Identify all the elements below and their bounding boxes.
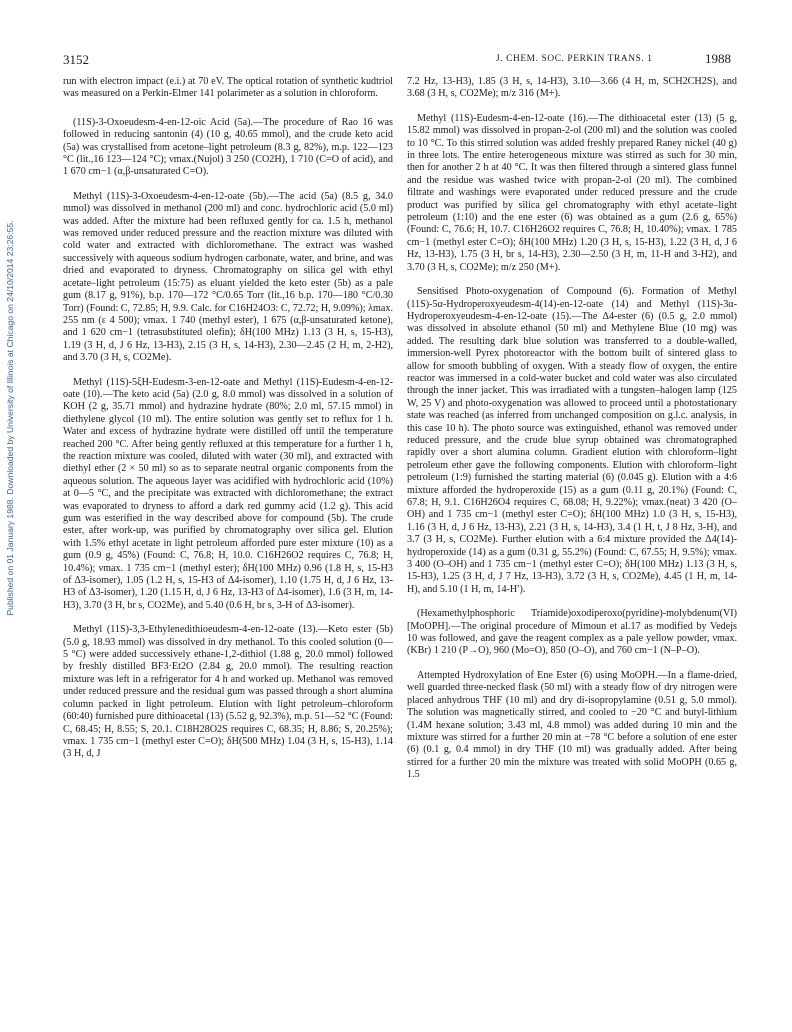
journal-title: J. CHEM. SOC. PERKIN TRANS. 1: [496, 54, 653, 64]
download-watermark-text: Published on 01 January 1988. Downloaded by University of Illinois at Chicago on 24/10/2014 23:26:55.: [5, 220, 15, 616]
paragraph: (11S)-3-Oxoeudesm-4-en-12-oic Acid (5a).—The procedure of Rao 16 was followed in reducing santonin (4) (10 g, 40.65 mmol), and the crude keto acid (5a) was crystallised from acetone–light petroleum (8.3 g, 82%), m.p. 122—123 °C (lit.,16 123—124 °C); νmax.(Nujol) 3 250 (CO2H), 1 710 (C=O of acid), and 1 670 cm−1 (α,β-unsaturated C=O).: [63, 116, 393, 178]
download-watermark: [4, 198, 16, 638]
paragraph: Attempted Hydroxylation of Ene Ester (6) using MoOPH.—In a flame-dried, well guarded three-necked flask (50 ml) with a steady flow of dry nitrogen were placed anhydrous THF (10 ml) and dry di-isopropylamine (0.51 g, 5.0 mmol). The solution was magnetically stirred, and cooled to −20 °C and butyl-lithium (1.4M hexane solution; 3.43 ml, 4.8 mmol) was added during 10 min and the mixture was stirred for a further 20 min at −78 °C before a solution of ene ester (6) (0.1 g, 0.4 mmol) in dry THF (10 ml) was gradually added. After being stirred for a further 20 min the mixture was treated with solid MoOPH (0.65 g, 1.5: [407, 669, 737, 781]
paragraph: Methyl (11S)-3,3-Ethylenedithioeudesm-4-en-12-oate (13).—Keto ester (5b) (5.0 g, 18.93 mmol) was dissolved in dry methanol. To this cooled solution (0—5 °C) were added successively ethane-1,2-dithiol (1.88 g, 20.0 mmol) followed by freshly distilled BF3·Et2O (2.84 g, 20.0 mmol). The resulting reaction mixture was left in a refrigerator for 4 h and worked up. Methanol was removed under reduced pressure and the residual gum was passed through a short alumina column packed in light petroleum. Elution with light petroleum–chloroform (60:40) furnished pure dithioacetal (13) (5.52 g, 92.3%), m.p. 51—52 °C (Found: C, 68.45; H, 8.55; S, 20.1. C18H28O2S requires C, 68.35; H, 8.86; S, 20.25%); νmax. 1 735 cm−1 (methyl ester C=O); δH(500 MHz) 1.04 (3 H, s, 15-H3), 1.14 (3 H, d, J: [63, 624, 393, 760]
paragraph: Sensitised Photo-oxygenation of Compound (6). Formation of Methyl (11S)-5α-Hydroperoxyeudesm-4(14)-en-12-oate (14) and Methyl (11S)-3α-Hydroperoxyeudesm-4-en-12-oate (15).—The Δ4-ester (6) (0.5 g, 2.0 mmol) was dissolved in absolute ethanol (50 ml) and Methylene Blue (10 mg) was added. The resulting dark blue solution was transferred to a double-walled, immersion-well Pyrex photoreactor with the bottom built of sintered glass to allow for smooth bubbling of oxygen. With a steady flow of oxygen, the entire reactor was immersed in a cold-water bucket and cold water was also circulated through the inner jacket. This was irradiated with a tungsten–halogen lamp (125 W, 25 V) and photo-oxygenation was allowed to proceed until a photostationary state was reached (as inferred from unchanged composition on g.l.c. analysis, in this case 10 h). The photo source was extinguished, ethanol was removed under reduced pressure, and the crude blue syrup obtained was chromatographed rapidly over a short alumina column. Gradient elution with chloroform–light petroleum ether gave the following components. Elution with chloroform–light petroleum (1:9) furnished the starting material (6) (0.045 g). Elution with a 4:6 mixture afforded the hydroperoxide (15) as a gum (0.11 g, 20.1%) (Found: C, 67.8; H, 9.1. C16H26O4 requires C, 68.08; H, 9.22%); νmax.(neat) 3 420 (O–OH) and 1 735 cm−1 (methyl ester C=O); δH(100 MHz) 1.0 (3 H, s, 15-H3), 1.16 (3 H, d, J 6 Hz, 13-H3), 2.21 (3 H, s, 14-H3), 3.4 (1 H, t, J 8 Hz, 3-H), and 3.7 (3 H, s, CO2Me). Further elution with a 6:4 mixture provided the Δ4(14)-hydroperoxide (14) as a gum (0.31 g, 55.2%) (Found: C, 67.55; H, 9.5%); νmax. 3 400 (O–OH) and 1 735 cm−1 (methyl ester C=O); δH(100 MHz) 1.13 (3 H, s, 15-H3), 1.25 (3 H, d, J 7 Hz, 13-H3), 3.72 (3 H, s, CO2Me), 4.45 (1 H, m, 14-H), and 5.10 (1 H, m, 14-H′).: [407, 286, 737, 595]
journal-year: 1988: [705, 51, 731, 66]
right-column: [407, 76, 737, 794]
paragraph: Methyl (11S)-Eudesm-4-en-12-oate (16).—The dithioacetal ester (13) (5 g, 15.82 mmol) was dissolved in propan-2-ol (200 ml) and the solution was cooled to 10 °C. To this stirred solution was added freshly prepared Raney nickel (40 g) in three lots. The entire heterogeneous mixture was stirred as such for 30 min, then for another 2 h at 40 °C. It was then filtered through a sintered glass funnel and the residue was washed twice with propan-2-ol (20 ml). The combined filtrate and washings were evaporated under reduced pressure and the crude product was purified by silica gel chromatography with ethyl acetate–light petroleum (1:10) and the ene ester (6) was obtained as a gum (2.6 g, 65%) (Found: C, 76.6; H, 10.7. C16H26O2 requires C, 76.8; H, 10.40%); νmax. 1 785 cm−1 (methyl ester C=O); δH(100 MHz) 1.20 (3 H, s, 15-H3), 1.22 (3 H, d, J 6 Hz, 13-H3), 1.75 (3 H, br s, 14-H3), 2.30—2.50 (3 H, m, 11-H and 3-H2), and 3.70 (3 H, s, CO2Me); m/z 250 (M+).: [407, 112, 737, 273]
paragraph: run with electron impact (e.i.) at 70 eV. The optical rotation of synthetic kudtriol was measured on a Perkin-Elmer 141 polarimeter as a solution in chloroform.: [63, 76, 393, 100]
paragraph: 7.2 Hz, 13-H3), 1.85 (3 H, s, 14-H3), 3.10—3.66 (4 H, m, SCH2CH2S), and 3.68 (3 H, s, CO2Me); m/z 316 (M+).: [407, 76, 737, 100]
paragraph: Methyl (11S)-5ξH-Eudesm-3-en-12-oate and Methyl (11S)-Eudesm-4-en-12-oate (10).—The keto acid (5a) (2.0 g, 8.0 mmol) was dissolved in a solution of KOH (2 g, 35.71 mmol) and hydrazine hydrate (80%; 2.0 ml, 57.15 mmol) in diethylene glycol (10 ml). The entire solution was gently set to reflux for 1 h. Water and excess of hydrazine hydrate were distilled off until the temperature reached 200 °C. After being gently refluxed at this temperature for a further 1 h, the reaction mixture was cooled, diluted with water (30 ml), and extracted with diethyl ether (2 × 50 ml) so as to separate neutral organic components from the aqueous solution. The aqueous layer was acidified with hydrochloric acid (10%) at 0—5 °C, and the precipitate was extracted with dichloromethane; the extract was evaporated to dryness to afford a dark red gummy acid (1.2 g). This acid gum was esterified in the way described above for compound (5b). The crude ester, after work-up, was purified by chromatography over silica gel. Elution with 1.5% ethyl acetate in light petroleum afforded pure ester mixture (10) as a gum (0.9 g, 45%) (Found: C, 76.8; H, 10.0. C16H26O2 requires C, 76.8; H, 10.4%); νmax. 1 735 cm−1 (methyl ester); δH(100 MHz) 0.96 (1.8 H, s, 15-H3 of Δ3-isomer), 1.05 (1.2 H, s, 15-H3 of Δ4-isomer), 1.10 (1.75 H, d, J 6 Hz, 13-H3 of Δ3-isomer), 1.20 (1.15 H, d, J 6 Hz, 13-H3 of Δ4-isomer), 1.6 (3 H, m, 14-H3), 3.70 (3 H, br s, CO2Me), and 5.40 (0.6 H, br s, 3-H of Δ3-isomer).: [63, 376, 393, 611]
paragraph: (Hexamethylphosphoric Triamide)oxodiperoxo(pyridine)-molybdenum(VI) [MoOPH].—The original procedure of Mimoun et al.17 as modified by Vedejs 10 was followed, and gave the reagent complex as a pale yellow powder, νmax.(KBr) 1 210 (P→O), 960 (Mo=O), 850 (O–O), and 760 cm−1 (N–P–O).: [407, 608, 737, 657]
left-column: [63, 76, 393, 773]
paragraph: Methyl (11S)-3-Oxoeudesm-4-en-12-oate (5b).—The acid (5a) (8.5 g, 34.0 mmol) was dissolved in methanol (200 ml) and conc. hydrochloric acid (5.0 ml) was added. After the mixture had been refluxed gently for ca. 1.5 h, methanol was removed under reduced pressure and the reaction mixture was diluted with cold water and extracted with dichloromethane. The extract was washed successively with aqueous sodium hydrogen carbonate, water, and brine, and was dried and evaporated to dryness. Chromatography on silica gel with ethyl acetate–light petroleum (15:75) as eluant yielded the keto ester (5b) as a pale gum (8.17 g, 91%), b.p. 170—172 °C/0.65 Torr (lit.,16 b.p. 170—180 °C/0.30 Torr) (Found: C, 72.85; H, 9.9. Calc. for C16H24O3: C, 72.72; H, 9.09%); λmax. 255 nm (ε 4 500); νmax. 1 740 (methyl ester), 1 675 (α,β-unsaturated ketone), and 1 620 cm−1 (tetrasubstituted olefin); δH(100 MHz) 1.13 (3 H, s, 15-H3), 1.19 (3 H, d, J 6 Hz, 13-H3), 2.15 (3 H, s, 14-H3), 2.30—2.45 (2 H, m, 2-H2), and 3.70 (3 H, s, CO2Me).: [63, 190, 393, 364]
page-number: 3152: [63, 52, 89, 67]
